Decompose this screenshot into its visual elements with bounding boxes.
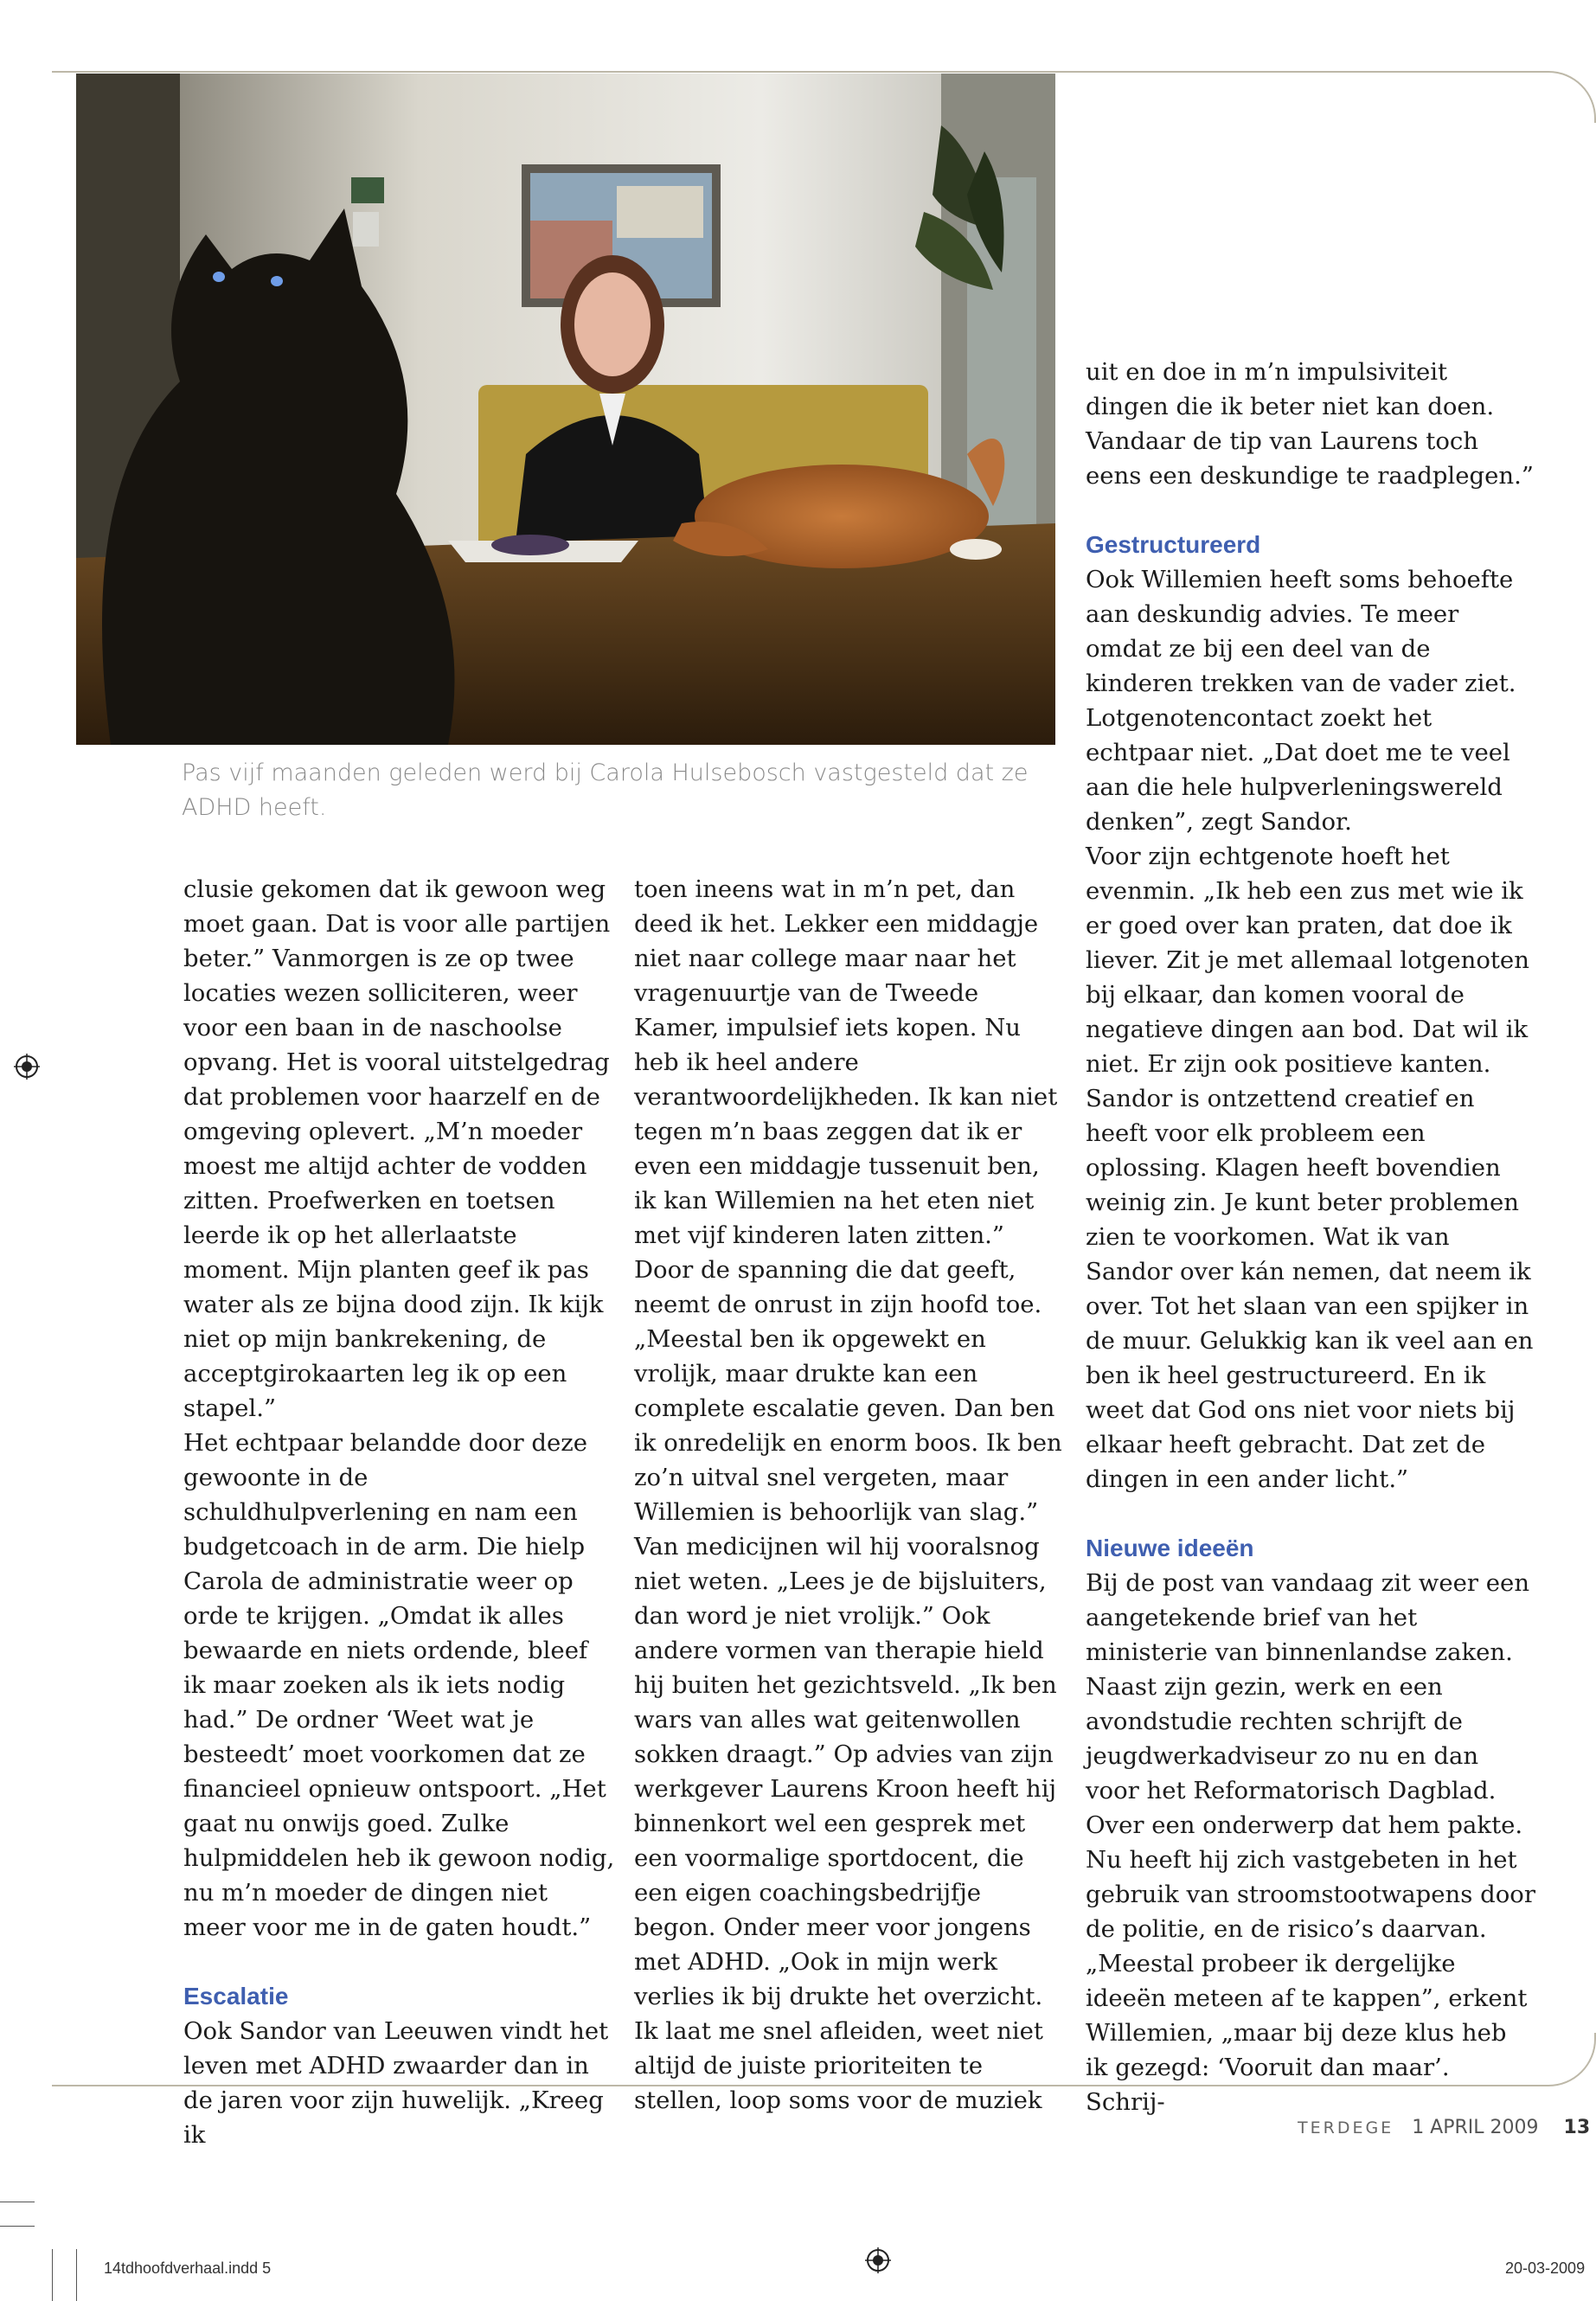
paragraph: Van medicijnen wil hij vooralsnog niet weten. „Lees je de bijsluiters, dan word je niet vrolijk.” Ook andere vormen van therapie hield hij buiten het gezichtsveld. „Ik ben wars van alles wat geitenwollen sokken draagt.” Op advies van zijn werkgever Laurens Kroon heeft hij binnenkort wel een gesprek met een voormalige sportdocent, die een eigen coachingsbedrijfje begon. Onder meer voor jongens met ADHD. „Ook in mijn werk verlies ik bij drukte het overzicht. Ik laat me snel afleiden, weet niet altijd de juiste prioriteiten te stellen, loop soms voor de muziek <box>634 1533 1057 2114</box>
article-photo <box>76 74 1055 745</box>
crop-mark <box>0 2226 35 2227</box>
article-column-3 <box>1086 355 1535 2119</box>
paragraph: Ook Willemien heeft soms behoefte aan deskundig advies. Te meer omdat ze bij een deel van de kinderen trekken van de vader ziet. Lotgenotencontact zoekt het echtpaar niet. „Dat doet me te veel aan die hele hulpverleningswereld denken”, zegt Sandor. <box>1086 566 1516 836</box>
subheading-gestructureerd: Gestructureerd <box>1086 531 1261 558</box>
registration-mark-icon <box>14 1054 40 1080</box>
crop-mark <box>52 2249 53 2301</box>
issue-date: 1 APRIL 2009 <box>1412 2117 1539 2138</box>
slug-filename: 14tdhoofdverhaal.indd 5 <box>104 2259 272 2277</box>
article-column-2 <box>634 872 1067 2118</box>
article-column-1 <box>183 872 616 2152</box>
paragraph: Bij de post van vandaag zit weer een aangetekende brief van het ministerie van binnenlandse zaken. Naast zijn gezin, werk en een avondstudie rechten schrijft de jeugdwerkadviseur zo nu en dan voor het Reformatorisch Dagblad. Over een onderwerp dat hem pakte. Nu heeft hij zich vastgebeten in het gebruik van stroomstootwapens door de politie, en de risico’s daarvan. <box>1086 1569 1535 1943</box>
paragraph: clusie gekomen dat ik gewoon weg moet gaan. Dat is voor alle partijen beter.” Vanmorgen is ze op twee locaties wezen solliciteren, weer voor een baan in de naschoolse opvang. Het is vooral uitstelgedrag dat problemen voor haarzelf en de omgeving oplevert. „M’n moeder moest me altijd achter de vodden zitten. Proefwerken en toetsen leerde ik op het allerlaatste moment. Mijn planten geef ik pas water als ze bijna dood zijn. Ik kijk niet op mijn bankrekening, de acceptgirokaarten leg ik op een stapel.” <box>183 875 611 1422</box>
registration-mark-icon <box>865 2247 891 2273</box>
page-number: 13 <box>1563 2117 1591 2138</box>
paragraph: „Meestal probeer ik dergelijke ideeën meteen af te kappen”, erkent Willemien, „maar bij deze klus heb ik gezegd: ‘Vooruit dan maar’. Schrij- <box>1086 1950 1528 2116</box>
slug-date: 20-03-2009 <box>1505 2259 1586 2277</box>
paragraph: Door de spanning die dat geeft, neemt de onrust in zijn hoofd toe. „Meestal ben ik opgewekt en vrolijk, maar drukte kan een complete escalatie geven. Dan ben ik onredelijk en enorm boos. Ik ben zo’n uitval snel vergeten, maar Willemien is behoorlijk van slag.” <box>634 1256 1062 1526</box>
magazine-name: TERDEGE <box>1298 2118 1394 2138</box>
photo-cats-woman-icon <box>76 74 1055 745</box>
subheading-escalatie: Escalatie <box>183 1983 289 2009</box>
paragraph: Ook Sandor van Leeuwen vindt het leven met ADHD zwaarder dan in de jaren voor zijn huwelijk. „Kreeg ik <box>183 2017 609 2149</box>
subheading-nieuwe-ideeen: Nieuwe ideeën <box>1086 1535 1254 1561</box>
paragraph: toen ineens wat in m’n pet, dan deed ik het. Lekker een middagje niet naar college maar naar het vragenuurtje van de Tweede Kamer, impulsief iets kopen. Nu heb ik heel andere verantwoordelijkheden. Ik kan niet tegen m’n baas zeggen dat ik er even een middagje tussenuit ben, ik kan Willemien na het eten niet met vijf kinderen laten zitten.” <box>634 875 1058 1249</box>
paragraph: Het echtpaar belandde door deze gewoonte in de schuldhulpverlening en nam een budgetcoach in de arm. Die hielp Carola de administratie weer op orde te krijgen. „Omdat ik alles bewaarde en niets ordende, bleef ik maar zoeken als ik iets nodig had.” De ordner ‘Weet wat je besteedt’ moet voorkomen dat ze financieel opnieuw ontspoort. „Het gaat nu onwijs goed. Zulke hulpmiddelen heb ik gewoon nodig, nu m’n moeder de dingen niet meer voor me in de gaten houdt.” <box>183 1429 615 1941</box>
crop-mark <box>76 2249 77 2301</box>
page-footer <box>1298 2111 1596 2145</box>
paragraph: uit en doe in m’n impulsiviteit dingen die ik beter niet kan doen. Vandaar de tip van Laurens toch eens een deskundige te raadplegen.” <box>1086 358 1534 490</box>
paragraph: Voor zijn echtgenote hoeft het evenmin. „Ik heb een zus met wie ik er goed over kan praten, dat doe ik liever. Zit je met allemaal lotgenoten bij elkaar, dan komen vooral de negatieve dingen aan bod. Dat wil ik niet. Er zijn ook positieve kanten. Sandor is ontzettend creatief en heeft voor elk probleem een oplossing. Klagen heeft bovendien weinig zin. Je kunt beter problemen zien te voorkomen. Wat ik van Sandor over kán nemen, dat neem ik over. Tot het slaan van een spijker in de muur. Gelukkig kan ik veel aan en ben ik heel gestructureerd. En ik weet dat God ons niet voor niets bij elkaar heeft gebracht. Dat zet de dingen in een ander licht.” <box>1086 843 1534 1493</box>
photo-caption: Pas vijf maanden geleden werd bij Carola Hulsebosch vastgesteld dat ze ADHD heeft. <box>182 760 1029 821</box>
